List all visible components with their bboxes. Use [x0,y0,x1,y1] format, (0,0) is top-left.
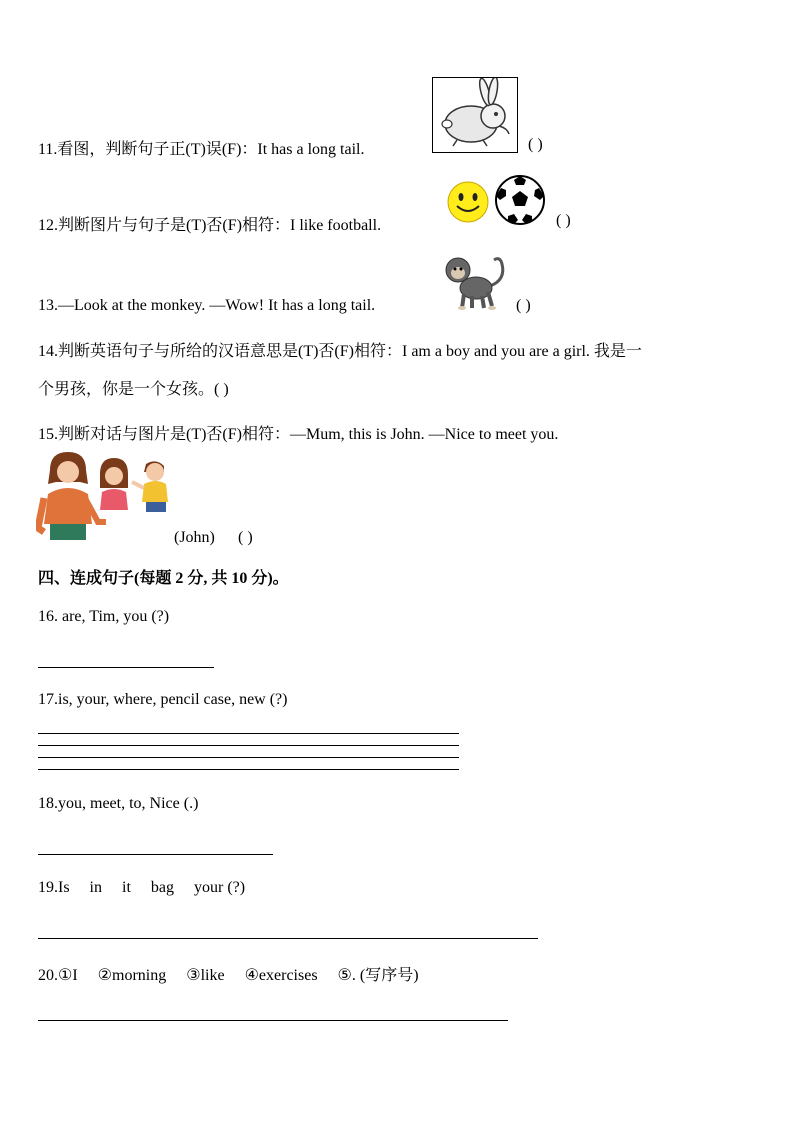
question-17-text: 17.is, your, where, pencil case, new (?) [38,691,288,708]
question-12 [38,212,381,235]
football-icon [494,174,546,226]
family-picture [36,450,176,544]
question-11 [38,136,364,159]
question-18-text: 18.you, meet, to, Nice (.) [38,795,199,812]
question-13 [38,297,375,315]
rabbit-picture [432,77,518,153]
question-11-answer-paren[interactable]: ( ) [528,136,543,153]
question-17-answer-line-2[interactable] [38,745,459,746]
question-20-answer-line[interactable] [38,1020,508,1021]
question-17-answer-line-1[interactable] [38,733,459,734]
question-17-answer-line-3[interactable] [38,757,459,758]
monkey-picture [440,250,508,312]
question-16-answer-line[interactable] [38,667,214,668]
question-19-text: 19.Is in it bag your (?) [38,879,246,896]
question-15 [38,421,558,444]
question-14-text: 14.判断英语句子与所给的汉语意思是(T)否(F)相符：I am a boy and you are a girl. 我是一 [38,343,642,360]
question-18-answer-line[interactable] [38,854,273,855]
question-15-answer-paren[interactable]: ( ) [238,529,253,546]
question-19-answer-line[interactable] [38,938,538,939]
section-4-title: 四、连成句子(每题 2 分, 共 10 分)。 [38,570,289,587]
question-15-caption: (John) [174,529,215,546]
smiley-face-icon [446,180,490,224]
question-20-text: 20.①I ②morning ③like ④exercises ⑤. (写序号) [38,967,419,984]
question-13-text: 13.—Look at the monkey. —Wow! It has a long tail. [38,297,376,314]
question-11-text: 11.看图，判断句子正(T)误(F)：It has a long tail. [38,141,365,158]
question-12-answer-paren[interactable]: ( ) [556,212,571,229]
question-14 [38,338,642,361]
question-16-text: 16. are, Tim, you (?) [38,608,170,625]
question-17-answer-line-4[interactable] [38,769,459,770]
question-12-text: 12.判断图片与句子是(T)否(F)相符：I like football. [38,217,382,234]
question-13-answer-paren[interactable]: ( ) [516,297,531,314]
question-15-text: 15.判断对话与图片是(T)否(F)相符：—Mum, this is John. —Nice to meet you. [38,426,559,443]
question-14-text-line2: 个男孩，你是一个女孩。( ) [38,381,229,398]
